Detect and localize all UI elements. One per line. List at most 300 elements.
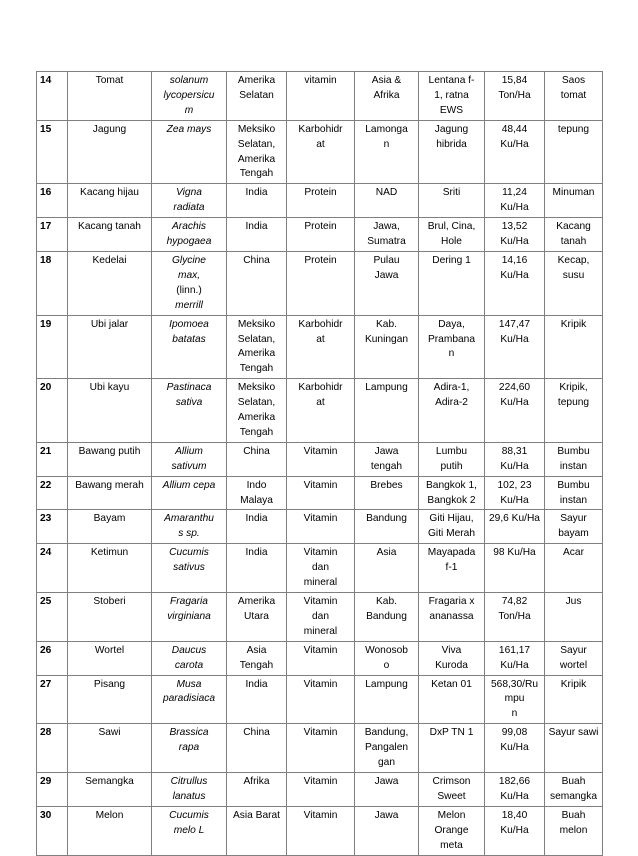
processed-product-line: instan: [559, 460, 588, 472]
variety-line: Adira-1,: [433, 382, 470, 394]
origin-cell: [227, 120, 287, 184]
nutrient-content-line: Vitamin: [303, 644, 338, 656]
processed-product-cell: [545, 72, 603, 121]
variety-cell: [419, 806, 485, 855]
commodity-name-cell: [68, 544, 152, 593]
variety-line: Kuroda: [435, 659, 468, 671]
commodity-name-cell: [68, 476, 152, 510]
latin-name-line: solanum: [169, 75, 209, 86]
nutrient-content-line: Vitamin: [303, 809, 338, 821]
table-row: [37, 772, 603, 806]
nutrient-content-cell: [287, 72, 355, 121]
variety-cell: [419, 593, 485, 642]
processed-product-line: instan: [559, 494, 588, 506]
processed-product-cell: [545, 379, 603, 443]
commodity-name-cell: [68, 315, 152, 379]
processed-product-line: Buah: [561, 809, 586, 821]
commodity-table: [36, 71, 603, 856]
productivity-cell: [485, 218, 545, 252]
latin-name-cell: [152, 120, 227, 184]
processed-product-line: Sayur sawi: [548, 727, 599, 739]
nutrient-content-cell: [287, 184, 355, 218]
production-center-line: Bandung: [366, 610, 407, 622]
variety-cell: [419, 315, 485, 379]
row-number-cell: [37, 510, 68, 544]
row-number: 23: [40, 513, 52, 525]
origin-line: Meksiko: [237, 123, 276, 135]
production-center-line: Sumatra: [367, 236, 406, 248]
nutrient-content-line: at: [316, 138, 325, 150]
nutrient-content-cell: [287, 806, 355, 855]
latin-name-cell: [152, 218, 227, 252]
nutrient-content-line: Protein: [304, 254, 337, 266]
latin-name-cell: [152, 510, 227, 544]
table-row: [37, 724, 603, 773]
row-number: 20: [40, 382, 52, 394]
processed-product-line: tanah: [560, 236, 587, 248]
latin-name-cell: [152, 72, 227, 121]
origin-line: Amerika: [237, 348, 276, 360]
variety-line: Viva: [441, 644, 462, 656]
nutrient-content-cell: [287, 510, 355, 544]
latin-name-line: Allium: [175, 445, 203, 457]
variety-cell: [419, 251, 485, 315]
production-center-line: Pangalen: [364, 742, 409, 754]
nutrient-content-cell: [287, 544, 355, 593]
production-center-cell: [355, 724, 419, 773]
variety-cell: [419, 675, 485, 724]
row-number-cell: [37, 315, 68, 379]
row-number-cell: [37, 806, 68, 855]
productivity-line: 102, 23 Ku/Ha: [497, 479, 532, 506]
variety-line: Adira-2: [435, 397, 468, 409]
latin-name-line: virginiana: [167, 610, 211, 622]
processed-product-cell: [545, 218, 603, 252]
production-center-cell: [355, 476, 419, 510]
production-center-line: Jawa: [374, 445, 399, 457]
latin-name-line: max,: [177, 269, 201, 281]
productivity-line: 11,24 Ku/Ha: [500, 187, 529, 214]
table-row: [37, 641, 603, 675]
commodity-name: Ubi kayu: [89, 382, 130, 394]
origin-line: Malaya: [240, 494, 273, 506]
origin-cell: [227, 72, 287, 121]
processed-product-line: Sayur: [560, 644, 587, 656]
processed-product-line: tomat: [560, 89, 587, 101]
origin-line: Afrika: [243, 775, 270, 787]
latin-name-line: hypogaea: [166, 236, 212, 248]
latin-name-line: sativus: [173, 562, 205, 574]
latin-name-line: paradisiaca: [162, 693, 216, 705]
commodity-name-cell: [68, 510, 152, 544]
commodity-name: Jagung: [92, 123, 127, 135]
variety-cell: [419, 772, 485, 806]
origin-cell: [227, 476, 287, 510]
processed-product-line: Bumbu: [557, 479, 590, 491]
row-number: 17: [40, 221, 52, 233]
variety-line: Jagung: [434, 123, 469, 135]
productivity-cell: [485, 772, 545, 806]
latin-name-line: Fragaria: [170, 596, 208, 607]
origin-line: India: [245, 221, 268, 233]
latin-name-cell: [152, 641, 227, 675]
origin-cell: [227, 806, 287, 855]
processed-product-line: Kripik,: [559, 382, 588, 394]
variety-line: Lumbu: [435, 445, 468, 457]
commodity-name: Pisang: [93, 678, 126, 690]
productivity-cell: [485, 510, 545, 544]
table-row: [37, 218, 603, 252]
production-center-line: tengah: [370, 460, 403, 472]
origin-cell: [227, 593, 287, 642]
production-center-line: Afrika: [373, 89, 400, 101]
processed-product-line: semangka: [549, 790, 597, 802]
production-center-line: Wonosob: [365, 644, 408, 656]
row-number-cell: [37, 544, 68, 593]
origin-line: Amerika: [237, 75, 276, 86]
productivity-cell: [485, 379, 545, 443]
variety-line: Ketan 01: [431, 678, 472, 690]
row-number: 14: [40, 75, 52, 86]
production-center-line: gan: [378, 757, 395, 769]
variety-line: Daya,: [438, 318, 465, 330]
latin-name-cell: [152, 251, 227, 315]
latin-name-cell: [152, 442, 227, 476]
row-number-cell: [37, 218, 68, 252]
latin-name-line: lanatus: [172, 790, 206, 802]
table-body: [37, 72, 603, 856]
nutrient-content-line: Protein: [304, 187, 337, 199]
origin-line: China: [243, 727, 270, 739]
latin-name-line: Musa: [176, 678, 202, 690]
variety-line: meta: [440, 839, 463, 851]
origin-line: Amerika: [237, 596, 276, 607]
row-number-cell: [37, 772, 68, 806]
nutrient-content-line: dan: [312, 562, 329, 574]
variety-cell: [419, 218, 485, 252]
origin-cell: [227, 724, 287, 773]
variety-line: ananassa: [429, 610, 474, 622]
productivity-line: 13,52 Ku/Ha: [500, 221, 529, 248]
row-number: 19: [40, 318, 52, 330]
nutrient-content-line: at: [316, 397, 325, 409]
productivity-line: 99,08 Ku/Ha: [500, 727, 529, 754]
origin-line: India: [245, 678, 268, 690]
latin-name-line: Vigna: [176, 187, 202, 199]
variety-line: Bangkok 2: [427, 494, 476, 506]
variety-cell: [419, 72, 485, 121]
origin-cell: [227, 251, 287, 315]
nutrient-content-cell: [287, 120, 355, 184]
processed-product-cell: [545, 315, 603, 379]
commodity-name-cell: [68, 806, 152, 855]
table-row: [37, 120, 603, 184]
commodity-name-cell: [68, 675, 152, 724]
variety-cell: [419, 442, 485, 476]
origin-line: Indo: [246, 479, 267, 491]
row-number-cell: [37, 476, 68, 510]
latin-name-line: rapa: [178, 742, 200, 754]
nutrient-content-line: Vitamin: [303, 678, 338, 690]
nutrient-content-line: Vitamin: [303, 547, 338, 559]
processed-product-line: Kripik: [560, 678, 587, 690]
productivity-cell: [485, 315, 545, 379]
nutrient-content-cell: [287, 724, 355, 773]
row-number-cell: [37, 379, 68, 443]
latin-name-cell: [152, 184, 227, 218]
productivity-line: 48,44 Ku/Ha: [500, 123, 529, 150]
nutrient-content-line: at: [316, 333, 325, 345]
row-number: 18: [40, 254, 52, 266]
row-number: 15: [40, 123, 52, 135]
processed-product-line: susu: [562, 269, 585, 281]
productivity-line: 224,60 Ku/Ha: [498, 382, 531, 409]
nutrient-content-cell: [287, 675, 355, 724]
table-row: [37, 476, 603, 510]
latin-name-line: Cucumis: [169, 809, 209, 821]
production-center-cell: [355, 641, 419, 675]
origin-cell: [227, 379, 287, 443]
origin-cell: [227, 641, 287, 675]
processed-product-line: tepung: [557, 397, 590, 409]
processed-product-line: wortel: [559, 659, 588, 671]
nutrient-content-cell: [287, 641, 355, 675]
variety-line: n: [448, 348, 455, 360]
variety-line: Dering 1: [432, 254, 471, 266]
nutrient-content-line: Vitamin: [303, 445, 338, 457]
production-center-line: Jawa: [374, 809, 399, 821]
production-center-cell: [355, 315, 419, 379]
latin-name-line: s sp.: [178, 528, 200, 540]
productivity-cell: [485, 724, 545, 773]
variety-line: hibrida: [436, 138, 467, 150]
processed-product-line: Jus: [565, 596, 582, 607]
nutrient-content-line: Vitamin: [303, 513, 338, 525]
latin-name-cell: [152, 806, 227, 855]
processed-product-line: Kripik: [560, 318, 587, 330]
variety-line: Giti Hijau,: [429, 513, 474, 525]
production-center-line: Bandung,: [364, 727, 409, 739]
productivity-cell: [485, 442, 545, 476]
processed-product-line: Minuman: [552, 187, 595, 199]
table-row: [37, 510, 603, 544]
commodity-name: Ubi jalar: [90, 318, 129, 330]
table-row: [37, 593, 603, 642]
commodity-name-cell: [68, 641, 152, 675]
production-center-line: Jawa,: [373, 221, 400, 233]
production-center-line: NAD: [375, 187, 398, 199]
row-number: 22: [40, 479, 52, 491]
variety-line: Lentana f-: [428, 75, 475, 86]
latin-name-line: Brassica: [169, 727, 209, 739]
processed-product-line: Bumbu: [557, 445, 590, 457]
processed-product-line: Sayur: [560, 513, 587, 525]
production-center-line: Brebes: [370, 479, 403, 491]
row-number-cell: [37, 675, 68, 724]
processed-product-cell: [545, 806, 603, 855]
productivity-line: 15,84 Ton/Ha: [498, 75, 531, 101]
latin-name-cell: [152, 379, 227, 443]
processed-product-cell: [545, 724, 603, 773]
production-center-cell: [355, 544, 419, 593]
productivity-line: 88,31 Ku/Ha: [500, 445, 529, 472]
origin-cell: [227, 510, 287, 544]
production-center-cell: [355, 251, 419, 315]
nutrient-content-line: vitamin: [304, 75, 337, 86]
latin-name-line: Allium cepa: [162, 479, 216, 491]
productivity-cell: [485, 544, 545, 593]
variety-line: Sriti: [442, 187, 461, 199]
table-row: [37, 442, 603, 476]
production-center-line: Kuningan: [364, 333, 409, 345]
row-number: 24: [40, 547, 52, 559]
productivity-line: 161,17 Ku/Ha: [498, 644, 531, 671]
production-center-cell: [355, 510, 419, 544]
variety-line: EWS: [439, 104, 464, 116]
nutrient-content-cell: [287, 772, 355, 806]
origin-line: Tengah: [239, 363, 274, 375]
variety-line: Orange: [434, 824, 469, 836]
processed-product-cell: [545, 593, 603, 642]
origin-line: India: [245, 187, 268, 199]
latin-name-line: Amaranthu: [164, 513, 214, 525]
productivity-line: 147,47 Ku/Ha: [498, 318, 531, 345]
variety-cell: [419, 510, 485, 544]
row-number-cell: [37, 641, 68, 675]
variety-cell: [419, 120, 485, 184]
nutrient-content-cell: [287, 593, 355, 642]
variety-line: Crimson: [432, 775, 471, 787]
commodity-name: Kedelai: [92, 254, 127, 266]
origin-line: Selatan,: [237, 397, 276, 409]
processed-product-line: Acar: [563, 547, 584, 559]
variety-line: putih: [440, 460, 463, 472]
commodity-name: Bawang merah: [75, 479, 144, 491]
variety-line: 1, ratna: [434, 89, 469, 101]
latin-name-line: radiata: [173, 202, 205, 214]
processed-product-cell: [545, 476, 603, 510]
variety-line: Melon: [437, 809, 466, 821]
productivity-line: 74,82 Ton/Ha: [498, 596, 531, 622]
row-number-cell: [37, 442, 68, 476]
nutrient-content-cell: [287, 442, 355, 476]
production-center-cell: [355, 379, 419, 443]
origin-line: India: [245, 513, 268, 525]
nutrient-content-line: dan: [312, 610, 329, 622]
nutrient-content-cell: [287, 315, 355, 379]
table-row: [37, 675, 603, 724]
commodity-name-cell: [68, 72, 152, 121]
productivity-cell: [485, 120, 545, 184]
latin-name-cell: [152, 675, 227, 724]
variety-line: DxP TN 1: [429, 727, 474, 739]
productivity-line: 568,30/Rumpu: [490, 678, 538, 705]
production-center-line: Lamonga: [365, 123, 408, 135]
latin-name-line: sativa: [175, 397, 203, 409]
commodity-name: Melon: [95, 809, 124, 821]
nutrient-content-line: Karbohidr: [298, 123, 343, 135]
origin-line: China: [243, 445, 270, 457]
nutrient-content-line: mineral: [303, 625, 338, 637]
variety-cell: [419, 379, 485, 443]
productivity-line: n: [511, 708, 518, 720]
row-number: 28: [40, 727, 52, 739]
variety-cell: [419, 476, 485, 510]
commodity-name-cell: [68, 251, 152, 315]
production-center-line: Lampung: [365, 382, 408, 394]
nutrient-content-line: Vitamin: [303, 775, 338, 787]
productivity-cell: [485, 806, 545, 855]
processed-product-cell: [545, 675, 603, 724]
processed-product-line: bayam: [558, 528, 589, 540]
variety-line: f-1: [445, 562, 458, 574]
commodity-name-cell: [68, 379, 152, 443]
processed-product-line: Kecap,: [557, 254, 590, 266]
production-center-line: Kab.: [376, 596, 397, 607]
table-row: [37, 251, 603, 315]
origin-cell: [227, 544, 287, 593]
latin-name-cell: [152, 724, 227, 773]
nutrient-content-cell: [287, 476, 355, 510]
productivity-line: 98 Ku/Ha: [493, 547, 536, 559]
row-number: 29: [40, 775, 52, 787]
processed-product-line: Saos: [561, 75, 586, 86]
production-center-line: Bandung: [366, 513, 407, 525]
origin-line: Selatan: [239, 89, 274, 101]
production-center-line: o: [383, 659, 390, 671]
nutrient-content-line: Karbohidr: [298, 318, 343, 330]
origin-cell: [227, 442, 287, 476]
latin-name-line: Arachis: [172, 221, 206, 233]
origin-line: Meksiko: [237, 318, 276, 330]
latin-name-line: Ipomoea: [169, 318, 209, 330]
production-center-cell: [355, 218, 419, 252]
commodity-name-cell: [68, 593, 152, 642]
latin-name-line: melo L: [173, 824, 205, 836]
table-row: [37, 544, 603, 593]
latin-name-line: lycopersicu: [163, 89, 215, 101]
origin-line: Amerika: [237, 153, 276, 165]
production-center-cell: [355, 772, 419, 806]
row-number-cell: [37, 72, 68, 121]
origin-line: China: [243, 254, 270, 266]
commodity-name: Kacang hijau: [80, 187, 139, 199]
production-center-line: Kab.: [376, 318, 397, 330]
table-row: [37, 184, 603, 218]
production-center-line: Jawa: [374, 269, 399, 281]
commodity-name: Ketimun: [90, 547, 129, 559]
production-center-cell: [355, 442, 419, 476]
table-row: [37, 315, 603, 379]
latin-name-line: sativum: [171, 460, 207, 472]
table-row: [37, 806, 603, 855]
nutrient-content-cell: [287, 218, 355, 252]
commodity-name-cell: [68, 724, 152, 773]
latin-name-cell: [152, 476, 227, 510]
processed-product-cell: [545, 442, 603, 476]
latin-name-line: Cucumis: [169, 547, 209, 559]
row-number-cell: [37, 120, 68, 184]
origin-cell: [227, 772, 287, 806]
commodity-name: Bayam: [93, 513, 126, 525]
production-center-cell: [355, 184, 419, 218]
row-number-cell: [37, 251, 68, 315]
variety-cell: [419, 544, 485, 593]
productivity-cell: [485, 641, 545, 675]
commodity-name-cell: [68, 218, 152, 252]
processed-product-line: melon: [559, 824, 588, 836]
variety-line: Fragaria x: [428, 596, 475, 607]
